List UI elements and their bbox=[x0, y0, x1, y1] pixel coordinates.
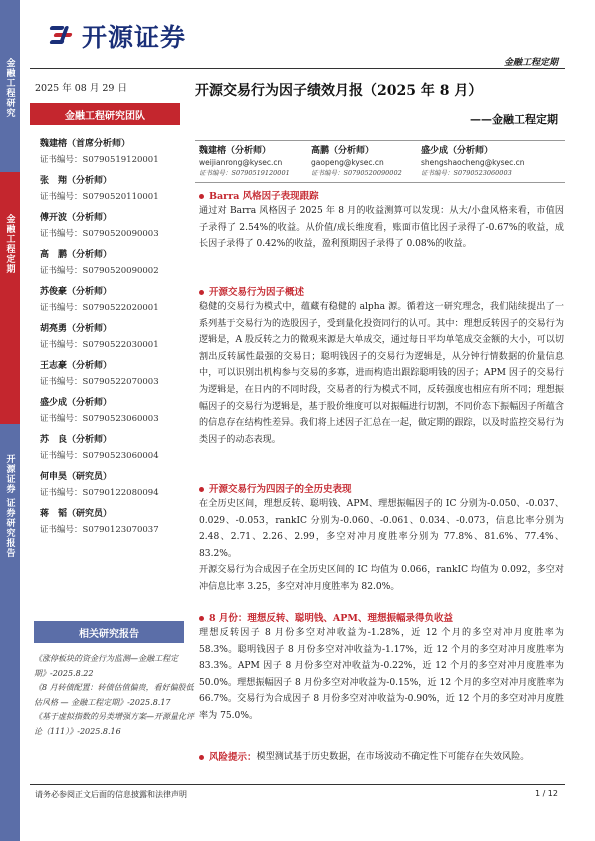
side-label-company: 开源证券 证券研究报告 bbox=[0, 424, 20, 841]
risk-body: 模型测试基于历史数据，在市场波动不确定性下可能存在失效风险。 bbox=[256, 752, 530, 762]
logo-text: 开源证券 bbox=[82, 23, 187, 52]
author-email[interactable]: shengshaocheng@kysec.cn bbox=[421, 158, 525, 167]
analyst-item: 王志豪（分析师） 证书编号：S0790522070003 bbox=[40, 361, 159, 387]
header-tag: 金融工程定期 bbox=[503, 58, 558, 68]
section-body: 在全历史区间，理想反转、聪明钱、APM、理想振幅因子的 IC 分别为-0.050、-0.037、0.029、-0.053，rankIC 分别为-0.060、-0.061、0.034、-0.073，信息比率分别为 2.48、2.71、2.26、2.99，多空对冲月度胜率分别为 77.8%、81.6%、77.4%、83.2%。 bbox=[199, 499, 564, 559]
analyst-item: 盛少成（分析师） 证书编号：S0790523060003 bbox=[40, 398, 159, 424]
author-email[interactable]: gaopeng@kysec.cn bbox=[311, 158, 384, 167]
footer-disclaimer: 请务必参阅正文后面的信息披露和法律声明 bbox=[35, 790, 187, 799]
team-heading: 金融工程研究团队 bbox=[30, 103, 180, 125]
kysec-logo-mark-icon bbox=[48, 23, 76, 49]
authors-top-divider bbox=[195, 140, 565, 141]
analyst-item: 高 鹏（分析师） 证书编号：S0790520090002 bbox=[40, 250, 159, 276]
report-title: 开源交易行为因子绩效月报（2025 年 8 月） bbox=[195, 83, 483, 99]
analyst-item: 魏建榕（首席分析师） 证书编号：S0790519120001 bbox=[40, 139, 159, 165]
analyst-item: 傅开波（分析师） 证书编号：S0790520090003 bbox=[40, 213, 159, 239]
side-label-periodic: 金融工程定期 bbox=[0, 172, 20, 424]
bullet-dot-icon bbox=[199, 290, 204, 295]
section-body: 稳健的交易行为模式中，蕴藏有稳健的 alpha 源。循着这一研究理念，我们陆续提出了一系列基于交易行为的选股因子，受到量化投资同行的认可。其中：理想反转因子的交易行为逻辑是，A 股反转之力的微观来源是大单成交，通过每日平均单笔成交金额的大小，可以切割出反转属性最强的交易日；聪明钱因子的交易行为逻辑是，从分钟行情数据的价量信息中，可以识别出机构参与交易的多寡，进而构造出跟踪聪明钱的因子；APM 因子的交易行为逻辑是，在日内的不同时段，交易者的行为模式不同，反转强度也相应有所不同；理想振幅因子的交易行为逻辑是，基于股价维度可以对振幅进行切割，不同价态下振幅因子所蕴含的信息存在结构性差异。我们将上述因子汇总在一起，做定期的跟踪，以及时监控交易行为类因子的动态表现。 bbox=[199, 302, 564, 445]
side-label-research: 金融工程研究 bbox=[0, 0, 20, 172]
section-barra bbox=[199, 190, 564, 253]
author-item: 魏建榕（分析师） weijianrong@kysec.cn 证书编号：S0790519120001 bbox=[199, 146, 290, 177]
section-history bbox=[199, 483, 564, 596]
section-heading: 8 月份：理想反转、聪明钱、APM、理想振幅录得负收益 bbox=[209, 613, 453, 624]
report-date: 2025 年 08 月 29 日 bbox=[35, 83, 127, 94]
analyst-item: 何申昊（研究员） 证书编号：S0790122080094 bbox=[40, 472, 159, 498]
bullet-dot-icon bbox=[199, 194, 204, 199]
related-reports-heading: 相关研究报告 bbox=[34, 621, 184, 643]
related-report-link[interactable]: 《基于虚拟指数的另类增强方案—开源量化评论（111）》-2025.8.16 bbox=[34, 712, 194, 736]
section-heading: 风险提示： bbox=[209, 752, 257, 763]
section-heading: 开源交易行为因子概述 bbox=[209, 287, 305, 298]
section-overview bbox=[199, 286, 564, 448]
section-body: 通过对 Barra 风格因子 2025 年 8 月的收益测算可以发现：从大/小盘风格来看，市值因子录得了 2.54%的收益。从价值/成长维度看，账面市值比因子录得了-0.67%的收益，成长因子录得了 0.42%的收益，盈利预期因子录得了 0.08%的收益。 bbox=[199, 206, 564, 250]
bullet-dot-icon bbox=[199, 487, 204, 492]
analyst-item: 胡亮勇（分析师） 证书编号：S0790522030001 bbox=[40, 324, 159, 350]
analyst-item: 蒋 韬（研究员） 证书编号：S0790123070037 bbox=[40, 509, 159, 535]
section-heading: 开源交易行为四因子的全历史表现 bbox=[209, 484, 352, 495]
section-body-2: 开源交易行为合成因子在全历史区间的 IC 均值为 0.066，rankIC 均值为 0.092，多空对冲信息比率 3.25，多空对冲月度胜率为 82.0%。 bbox=[199, 565, 564, 592]
section-risk bbox=[199, 751, 564, 764]
analyst-item: 苏 良（分析师） 证书编号：S0790523060004 bbox=[40, 435, 159, 461]
company-logo bbox=[48, 18, 186, 54]
section-body: 理想反转因子 8 月份多空对冲收益为-1.28%，近 12 个月的多空对冲月度胜率为 58.3%。聪明钱因子 8 月份多空对冲收益为-1.17%，近 12 个月的多空对冲月度胜率为 83.3%。APM 因子 8 月份多空对冲收益为-0.22%，近 12 个月的多空对冲月度胜率为 50.0%。理想振幅因子 8 月份多空对冲收益为-0.15%，近 12 个月的多空对冲月度胜率为 66.7%。交易行为合成因子 8 月份多空对冲收益为-0.90%，近 12 个月的多空对冲月度胜率为 75.0%。 bbox=[199, 628, 564, 721]
related-report-link[interactable]: 《涨停板块的资金行为监测—金融工程定期》-2025.8.22 bbox=[34, 654, 178, 678]
authors-bottom-divider bbox=[195, 182, 565, 183]
header-divider bbox=[30, 68, 565, 69]
authors-block bbox=[199, 145, 564, 179]
report-subtitle: ——金融工程定期 bbox=[470, 113, 558, 126]
footer-divider bbox=[30, 784, 565, 785]
analyst-item: 苏俊豪（分析师） 证书编号：S0790522020001 bbox=[40, 287, 159, 313]
section-august bbox=[199, 612, 564, 725]
related-report-link[interactable]: 《8 月转债配置：转债估值偏贵，看好偏股低估风格 — 金融工程定期》-2025.8.17 bbox=[34, 683, 194, 707]
page-number: 1 / 12 bbox=[534, 789, 558, 798]
related-reports-list bbox=[34, 652, 194, 739]
author-item: 高鹏（分析师） gaopeng@kysec.cn 证书编号：S0790520090002 bbox=[311, 146, 402, 177]
author-email[interactable]: weijianrong@kysec.cn bbox=[199, 158, 283, 167]
section-heading: Barra 风格因子表现跟踪 bbox=[209, 191, 319, 202]
bullet-dot-icon bbox=[199, 616, 204, 621]
side-bar bbox=[0, 0, 20, 841]
author-item: 盛少成（分析师） shengshaocheng@kysec.cn 证书编号：S0790523060003 bbox=[421, 146, 525, 177]
analyst-list bbox=[40, 138, 190, 545]
analyst-item: 张 翔（分析师） 证书编号：S0790520110001 bbox=[40, 176, 159, 202]
bullet-dot-icon bbox=[199, 755, 204, 760]
